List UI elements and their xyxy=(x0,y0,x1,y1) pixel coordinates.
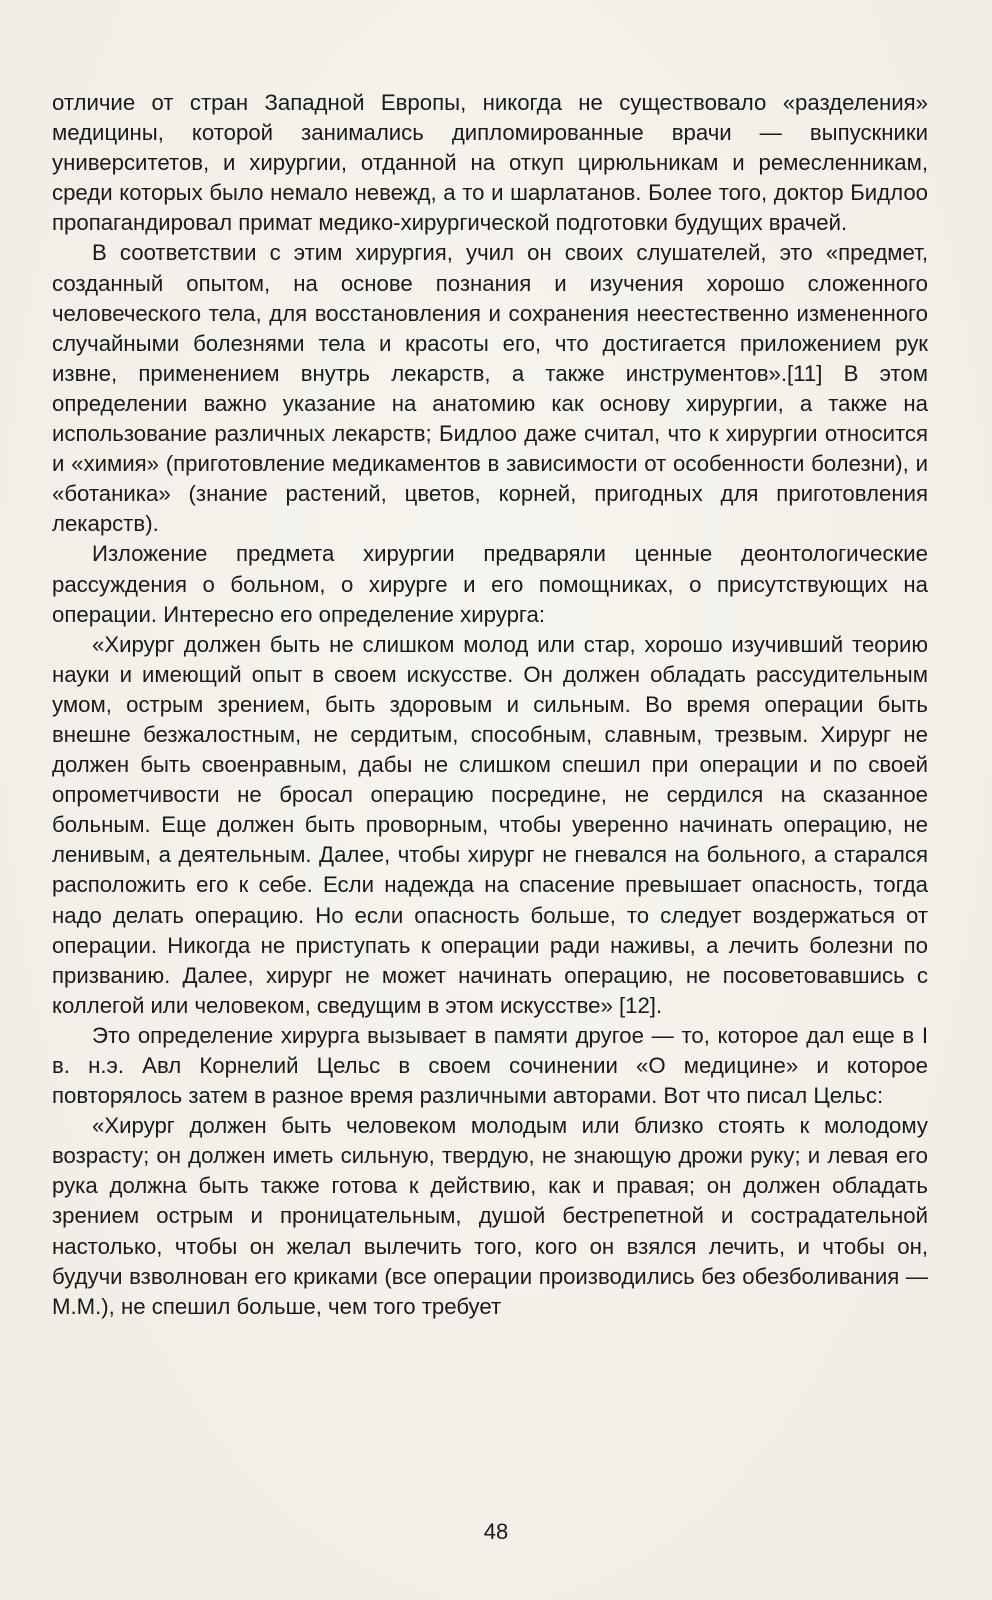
page-number: 48 xyxy=(483,1519,509,1544)
paragraph-6-quote-celsus: «Хирург должен быть человеком молодым или близко стоять к молодому возрасту; он должен иметь сильную, твердую, не знающую дрожи руку; и левая его рука должна быть также готова к действию, как и правая; он должен обладать зрением острым и проницательным, душой бестрепетной и сострадательной настолько, чтобы он желал вылечить того, кого он взялся лечить, и чтобы он, будучи взволнован его криками (все операции производились без обезболивания — М.М.), не спешил больше, чем того требует xyxy=(52,1113,928,1319)
body-text xyxy=(52,88,928,1322)
paragraph-4-quote-bidloo: «Хирург должен быть не слишком молод или стар, хорошо изучивший теорию науки и имеющий опыт в своем искусстве. Он должен обладать рассудительным умом, острым зрением, быть здоровым и сильным. Во время операции быть внешне безжалостным, не сердитым, способным, славным, трезвым. Хирург не должен быть своенравным, дабы не слишком спешил при операции и по своей опрометчивости не бросал операцию посредине, не сердился на сказанное больным. Еще должен быть проворным, чтобы уверенно начинать операцию, не ленивым, а деятельным. Далее, чтобы хирург не гневался на больного, а старался расположить его к себе. Если надежда на спасение превышает опасность, тогда надо делать операцию. Но если опасность больше, то следует воздержаться от операции. Никогда не приступать к операции ради наживы, а лечить болезни по призванию. Далее, хирург не может начинать операцию, не посоветовавшись с коллегой или человеком, сведущим в этом искусстве» [12]. xyxy=(52,631,928,1018)
paragraph-1: отличие от стран Западной Европы, никогда не существовало «разделения» медицины, которой занимались дипломированные врачи — выпускники университетов, и хирургии, отданной на откуп цирюльникам и ремесленникам, среди которых было немало невежд, а то и шарлатанов. Более того, доктор Бидлоо пропагандировал примат медико-хирургической подготовки будущих врачей. xyxy=(52,90,928,236)
paragraph-5: Это определение хирурга вызывает в памяти другое — то, которое дал еще в I в. н.э. Авл Корнелий Цельс в своем сочинении «О медицине» и которое повторялось затем в разное время различными авторами. Вот что писал Цельс: xyxy=(52,1022,928,1109)
paragraph-2: В соответствии с этим хирургия, учил он своих слушателей, это «предмет, созданный опытом, на основе познания и изучения хорошо сложенного человеческого тела, для восстановления и сохранения неестественно измененного случайными болезнями тела и красоты его, что достигается приложением рук извне, применением внутрь лекарств, а также инструментов».[11] В этом определении важно указание на анатомию как основу хирургии, а также на использование различных лекарств; Бидлоо даже считал, что к хирургии относится и «химия» (приготовление медикаментов в зависимости от особенности болезни), и «ботаника» (знание растений, цветов, корней, пригодных для приготовления лекарств). xyxy=(52,240,928,537)
paragraph-3: Изложение предмета хирургии предваряли ценные деонтологические рассуждения о больном, о хирурге и его помощниках, о присутствующих на операции. Интересно его определение хирурга: xyxy=(52,541,928,627)
